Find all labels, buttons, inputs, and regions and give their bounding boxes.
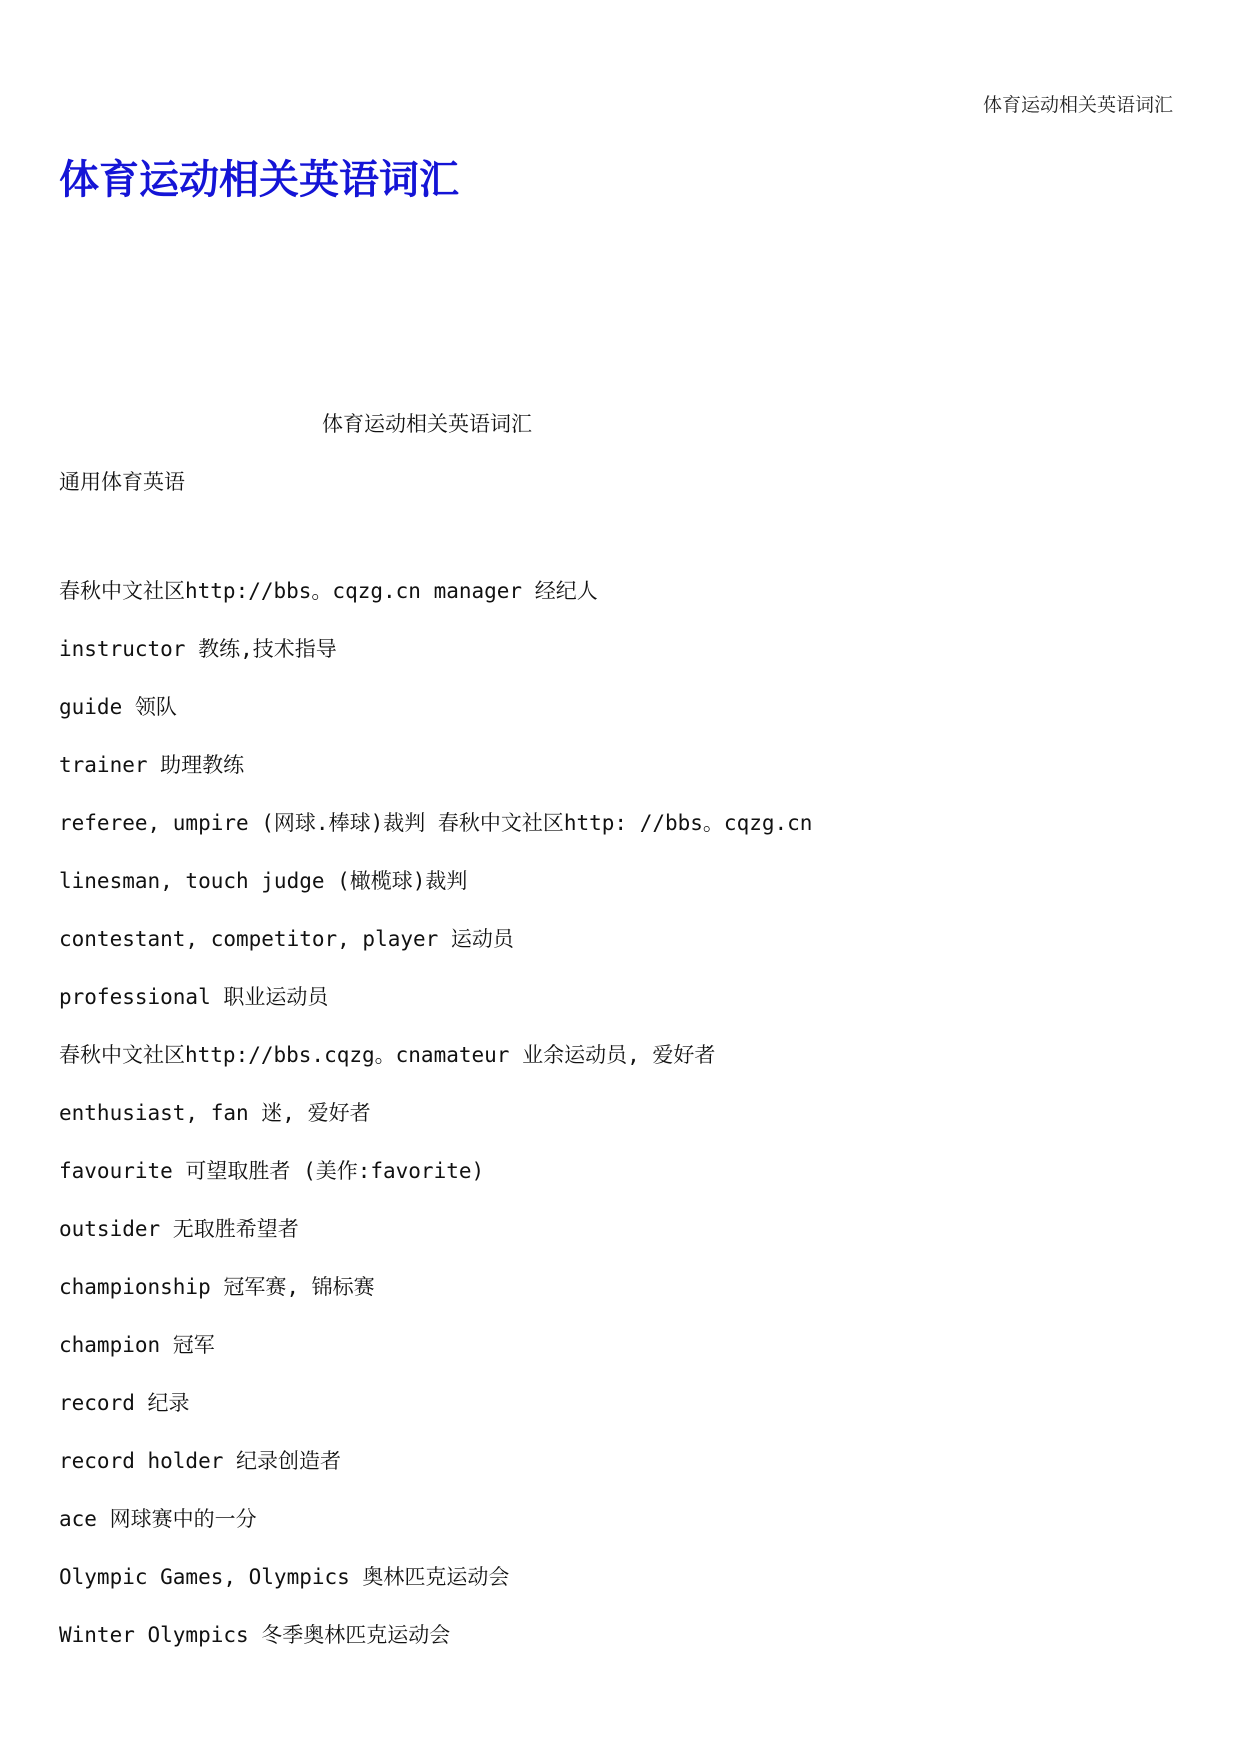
vocabulary-entry: referee, umpire (网球.棒球)裁判 春秋中文社区http: //bbs。cqzg.cn (59, 811, 813, 835)
vocabulary-entry: 春秋中文社区http://bbs.cqzg。cnamateur 业余运动员, 爱好者 (59, 1043, 716, 1067)
vocabulary-list (59, 576, 1179, 1678)
vocabulary-entry: Winter Olympics 冬季奥林匹克运动会 (59, 1623, 451, 1647)
vocabulary-entry: record 纪录 (59, 1391, 190, 1415)
section-heading: 通用体育英语 (59, 470, 185, 494)
vocabulary-entry: favourite 可望取胜者 (美作:favorite) (59, 1159, 485, 1183)
centered-subtitle: 体育运动相关英语词汇 (322, 412, 532, 436)
vocabulary-entry: guide 领队 (59, 695, 177, 719)
vocabulary-entry: trainer 助理教练 (59, 753, 245, 777)
running-header: 体育运动相关英语词汇 (982, 94, 1173, 116)
vocabulary-entry: outsider 无取胜希望者 (59, 1217, 299, 1241)
vocabulary-entry: professional 职业运动员 (59, 985, 329, 1009)
vocabulary-entry: championship 冠军赛, 锦标赛 (59, 1275, 375, 1299)
document-title: 体育运动相关英语词汇 (59, 156, 459, 203)
vocabulary-entry: ace 网球赛中的一分 (59, 1507, 257, 1531)
vocabulary-entry: 春秋中文社区http://bbs。cqzg.cn manager 经纪人 (59, 579, 598, 603)
vocabulary-entry: contestant, competitor, player 运动员 (59, 927, 514, 951)
vocabulary-entry: instructor 教练,技术指导 (59, 637, 337, 661)
vocabulary-entry: Olympic Games, Olympics 奥林匹克运动会 (59, 1565, 510, 1589)
vocabulary-entry: enthusiast, fan 迷, 爱好者 (59, 1101, 371, 1125)
vocabulary-entry: linesman, touch judge (橄榄球)裁判 (59, 869, 468, 893)
vocabulary-entry: record holder 纪录创造者 (59, 1449, 342, 1473)
vocabulary-entry: champion 冠军 (59, 1333, 215, 1357)
